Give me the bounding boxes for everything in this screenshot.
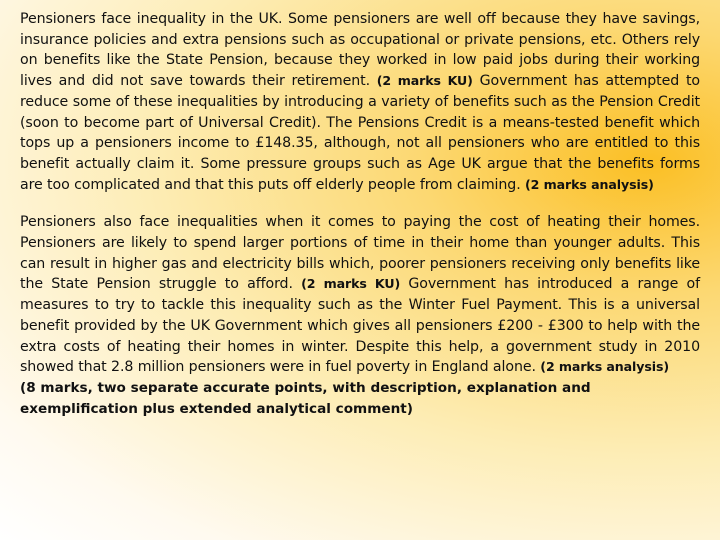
paragraph-text: Pensioners also face inequalities when it comes to paying the cost of heating their homes. Pensioners are likely to spend larger portions of time in their home than younger adults. This can result in higher gas and electricity bills which, poorer pensioners receiving only benefits like the State Pension struggle to afford.	[20, 214, 700, 293]
marking-summary: (8 marks, two separate accurate points, with description, explanation and exemplification plus extended analytical comment)	[20, 379, 591, 417]
marks-annotation: (2 marks KU)	[376, 73, 473, 89]
marks-annotation: (2 marks KU)	[301, 276, 401, 292]
paragraph-text: Government has introduced a range of measures to try to tackle this inequality such as the Winter Fuel Payment. This is a universal benefit provided by the UK Government which gives all pensioners £200 - £300 to help with the extra costs of heating their homes in winter. Despite this help, a government study in 2010 showed that 2.8 million pensioners were in fuel poverty in England alone.	[20, 276, 700, 376]
marks-annotation: (2 marks analysis)	[540, 359, 670, 375]
paragraph-heating-costs	[20, 212, 700, 378]
paragraph-pension-income	[20, 9, 700, 195]
marks-annotation: (2 marks analysis)	[525, 176, 654, 192]
paragraph-text: Pensioners face inequality in the UK. Some pensioners are well off because they have savings, insurance policies and extra pensions such as occupational or private pensions, etc. Others rely on benefits like the State Pension, because they worked in low paid jobs during their working lives and did not save towards their retirement.	[20, 11, 700, 90]
paragraph-text: Government has attempted to reduce some of these inequalities by introducing a variety of benefits such as the Pension Credit (soon to become part of Universal Credit). The Pensions Credit is a means-tested benefit which tops up a pensioners income to £148.35, although, not all pensioners who are entitled to this benefit actually claim it. Some pressure groups such as Age UK argue that the benefits forms are too complicated and that this puts off elderly people from claiming.	[20, 73, 700, 193]
